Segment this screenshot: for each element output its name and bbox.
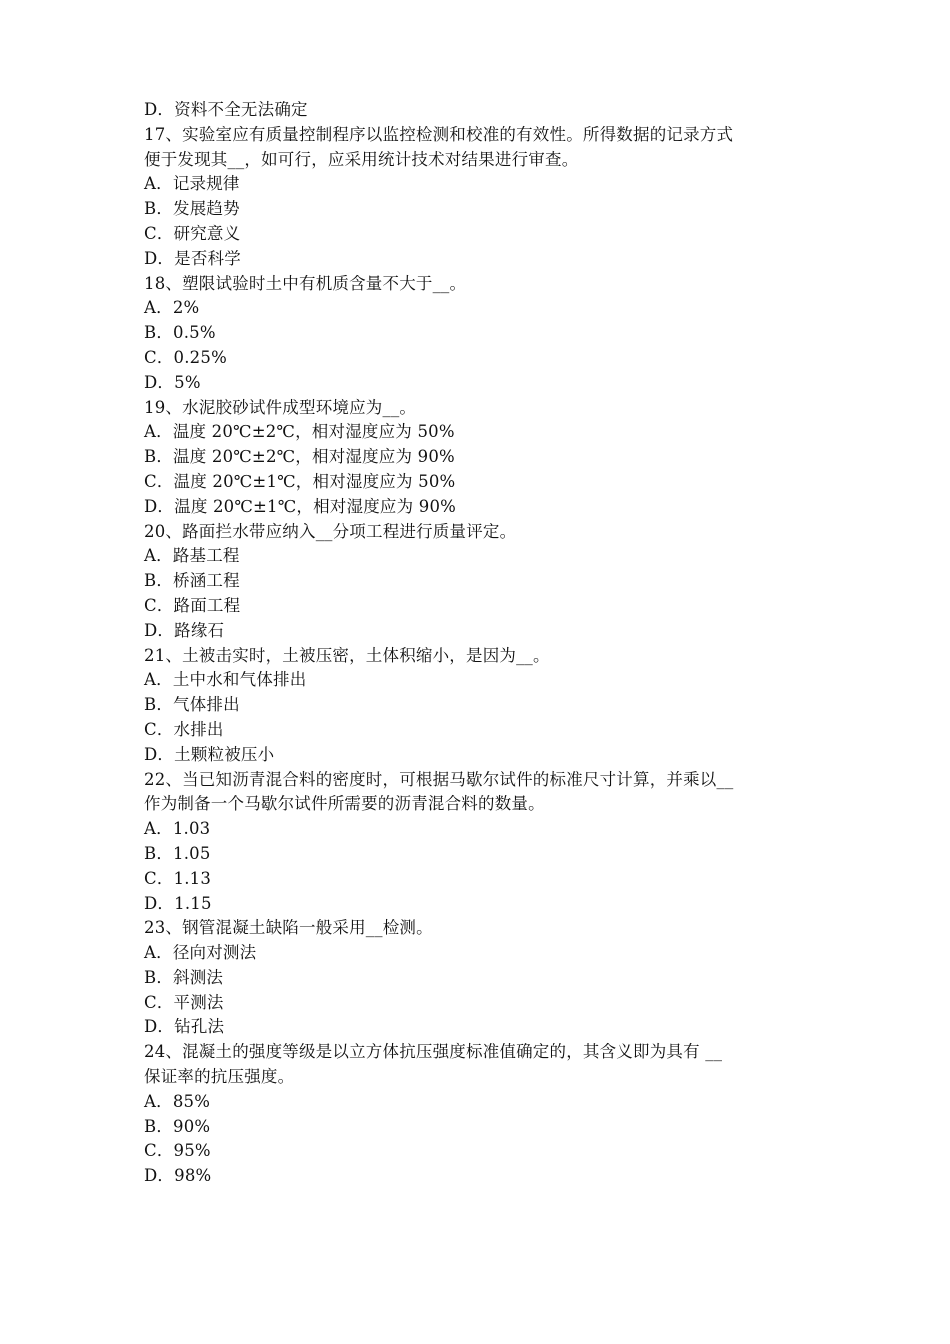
option-text: A．1.03 [144, 819, 211, 839]
option-text: C．0.25% [144, 347, 227, 367]
option-text: C．研究意义 [144, 223, 241, 243]
option-text: B．1.05 [144, 843, 211, 863]
document-page [144, 98, 816, 1189]
question-text: 保证率的抗压强度。 [144, 1067, 295, 1087]
option-text: C．1.13 [144, 868, 212, 888]
option-text: B．桥涵工程 [144, 571, 240, 591]
question-text: 23、钢管混凝土缺陷一般采用__检测。 [144, 918, 433, 938]
option-text: D．温度 20℃±1℃，相对湿度应为 90% [144, 496, 457, 516]
option-text: A．径向对测法 [144, 943, 257, 963]
question-text: 19、水泥胶砂试件成型环境应为__。 [144, 397, 417, 417]
question-text: 18、塑限试验时土中有机质含量不大于__。 [144, 273, 467, 293]
option-text: A．85% [144, 1091, 211, 1111]
option-text: D．是否科学 [144, 248, 241, 268]
option-text: A．路基工程 [144, 546, 240, 566]
question-text: 21、土被击实时，土被压密，土体积缩小，是因为__。 [144, 645, 550, 665]
option-text: B．气体排出 [144, 695, 240, 715]
option-text: B．温度 20℃±2℃，相对湿度应为 90% [144, 447, 455, 467]
question-text: 作为制备一个马歇尔试件所需要的沥青混合料的数量。 [144, 794, 545, 814]
option-text: D．土颗粒被压小 [144, 744, 275, 764]
option-text: C．路面工程 [144, 595, 241, 615]
option-text: D．钻孔法 [144, 1017, 225, 1037]
option-text: C．平测法 [144, 992, 224, 1012]
question-text: 17、实验室应有质量控制程序以监控检测和校准的有效性。所得数据的记录方式 [144, 124, 734, 144]
option-text: D．1.15 [144, 893, 212, 913]
option-text: C．温度 20℃±1℃，相对湿度应为 50% [144, 471, 456, 491]
option-text: D．5% [144, 372, 201, 392]
option-text: A．土中水和气体排出 [144, 670, 307, 690]
option-text: B．0.5% [144, 323, 216, 343]
option-text: A．2% [144, 298, 200, 318]
option-text: D．98% [144, 1166, 212, 1186]
option-text: D．资料不全无法确定 [144, 100, 308, 119]
option-text: B．90% [144, 1116, 211, 1136]
question-text: 20、路面拦水带应纳入__分项工程进行质量评定。 [144, 521, 517, 541]
option-text: B．发展趋势 [144, 199, 240, 219]
option-text: B．斜测法 [144, 967, 224, 987]
option-text: D．路缘石 [144, 620, 225, 640]
option-text: C．水排出 [144, 719, 224, 739]
option-text: A．温度 20℃±2℃，相对湿度应为 50% [144, 422, 455, 442]
question-text: 22、当已知沥青混合料的密度时，可根据马歇尔试件的标准尺寸计算，并乘以__ [144, 769, 734, 789]
option-text: C．95% [144, 1141, 211, 1161]
option-text: A．记录规律 [144, 174, 240, 194]
question-text: 24、混凝土的强度等级是以立方体抗压强度标准值确定的，其含义即为具有 __ [144, 1042, 723, 1062]
question-text: 便于发现其__，如可行，应采用统计技术对结果进行审查。 [144, 149, 579, 169]
